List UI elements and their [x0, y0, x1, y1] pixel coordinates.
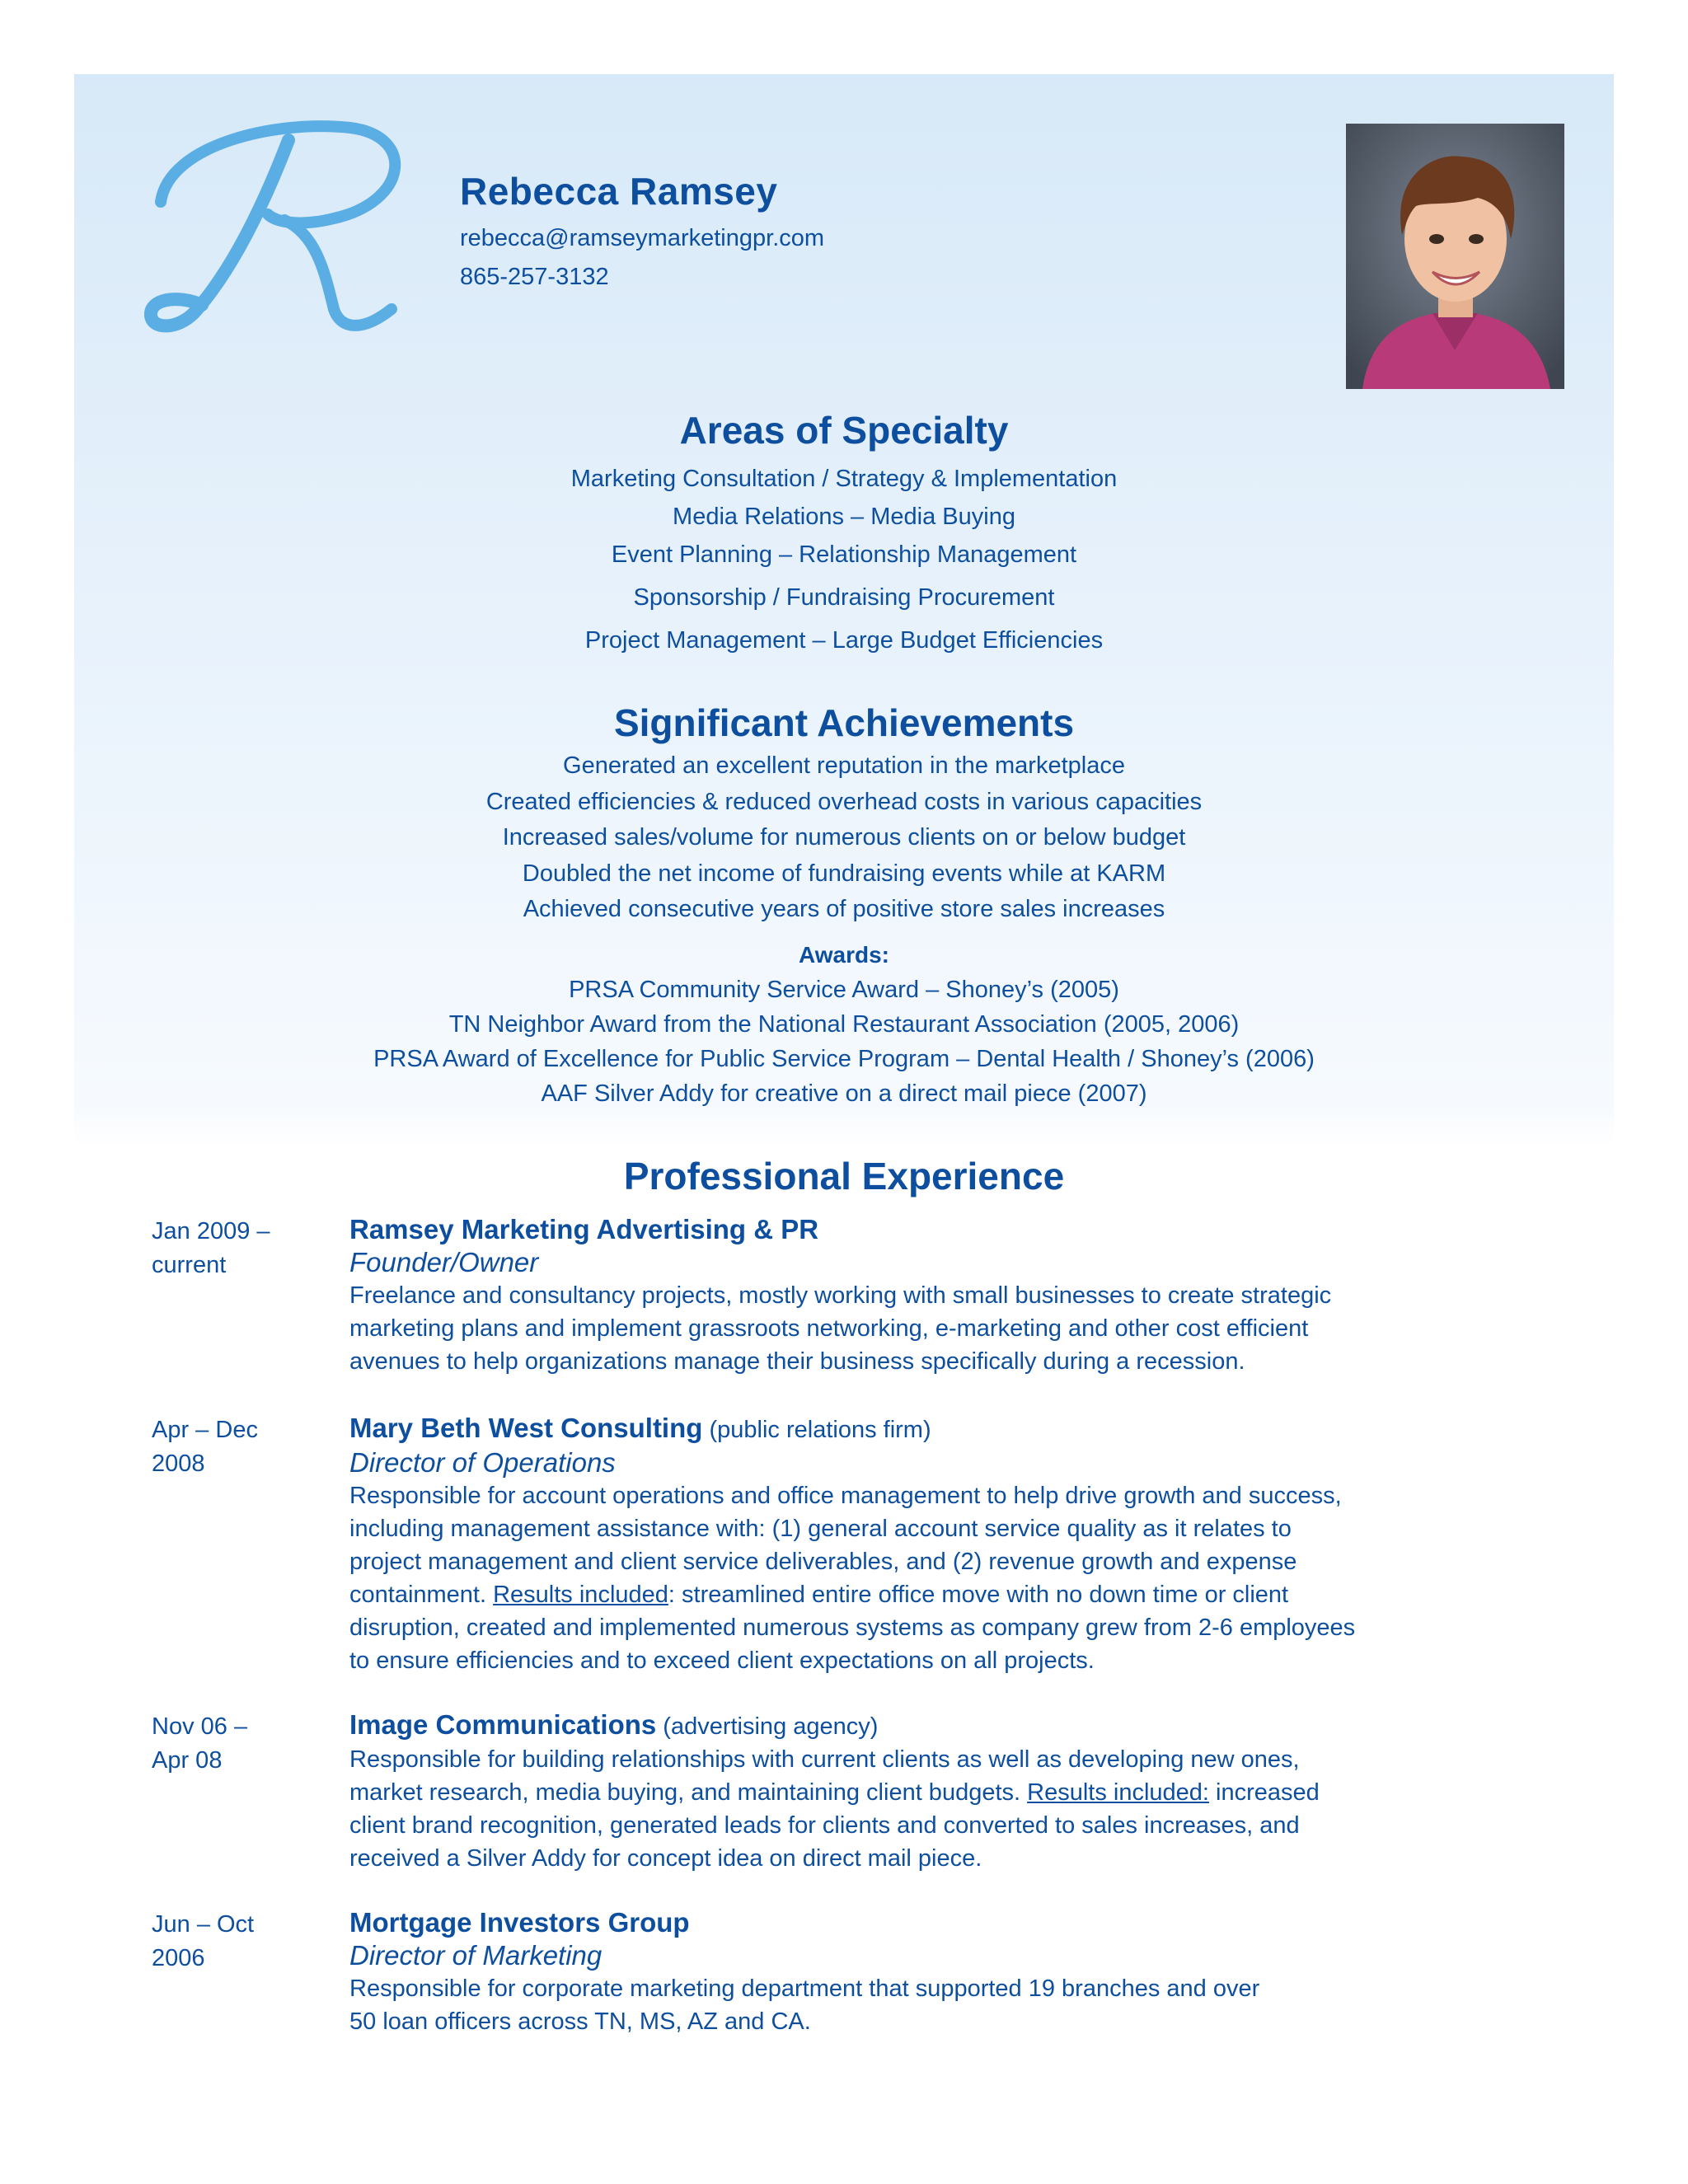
- job-desc-line: marketing plans and implement grassroots networking, e-marketing and other cost efficient: [349, 1315, 1309, 1342]
- award-item: PRSA Award of Excellence for Public Service Program – Dental Health / Shoney’s (2006): [373, 1046, 1315, 1072]
- achievements-title: Significant Achievements: [613, 701, 1075, 744]
- specialty-item: Marketing Consultation / Strategy & Implementation: [570, 466, 1118, 492]
- text-span: market research, media buying, and maintaining client budgets.: [349, 1779, 1028, 1806]
- script-r-monogram: [144, 111, 424, 342]
- job-desc-line: [349, 1578, 1503, 1611]
- achievement-item: Doubled the net income of fundraising events while at KARM: [522, 860, 1166, 887]
- email-text: rebecca@ramseymarketingpr.com: [460, 225, 825, 251]
- job-desc-line: to ensure efficiencies and to exceed client expectations on all projects.: [349, 1647, 1095, 1674]
- job-date-line: Apr 08: [152, 1747, 223, 1774]
- awards-label: Awards:: [799, 942, 889, 968]
- company-line: [349, 1412, 1503, 1446]
- job-date: [152, 1215, 270, 1282]
- job-date: [152, 1710, 247, 1778]
- phone-text: 865-257-3132: [460, 264, 609, 290]
- company-name: Ramsey Marketing Advertising & PR: [349, 1214, 819, 1244]
- specialty-item: Project Management – Large Budget Efficiencies: [584, 627, 1104, 654]
- portrait-photo: [1346, 124, 1564, 389]
- specialty-item: Sponsorship / Fundraising Procurement: [633, 584, 1055, 611]
- experience-title: Professional Experience: [623, 1155, 1065, 1197]
- results-included-label: Results included: [493, 1582, 668, 1608]
- text-span: : streamlined entire office move with no down time or client: [668, 1582, 1289, 1608]
- job-date-line: Nov 06 –: [152, 1713, 248, 1740]
- job-desc-line: [349, 1776, 1503, 1809]
- achievement-item: Created efficiencies & reduced overhead costs in various capacities: [485, 788, 1203, 815]
- job-role: Director of Marketing: [349, 1940, 603, 1971]
- job-date-line: Apr – Dec: [152, 1417, 258, 1443]
- award-item: TN Neighbor Award from the National Restaurant Association (2005, 2006): [448, 1011, 1240, 1038]
- specialty-list: [0, 460, 1688, 659]
- job-desc-line: Responsible for building relationships with current clients as well as developing new ones,: [349, 1746, 1300, 1773]
- company-line: [349, 1708, 1503, 1743]
- job-date-line: Jun – Oct: [152, 1911, 255, 1938]
- job-desc-line: Responsible for corporate marketing department that supported 19 branches and over: [349, 1975, 1260, 2002]
- achievement-item: Increased sales/volume for numerous clients on or below budget: [502, 824, 1186, 851]
- award-item: PRSA Community Service Award – Shoney’s (2005): [569, 977, 1119, 1003]
- company-name: Image Communications: [349, 1709, 657, 1740]
- job-desc-line: disruption, created and implemented numerous systems as company grew from 2-6 employees: [349, 1615, 1356, 1641]
- job-desc-line: client brand recognition, generated leads for clients and converted to sales increases, and: [349, 1812, 1300, 1839]
- job-desc-line: Freelance and consultancy projects, mostly working with small businesses to create strategic: [349, 1282, 1332, 1309]
- specialty-item: Event Planning – Relationship Management: [611, 541, 1077, 568]
- job-date: [152, 1908, 254, 1975]
- job-date-line: Jan 2009 –: [152, 1218, 270, 1244]
- achievement-item: Generated an excellent reputation in the marketplace: [563, 752, 1125, 779]
- job-desc-line: avenues to help organizations manage their business specifically during a recession.: [349, 1348, 1245, 1375]
- specialty-title: Areas of Specialty: [679, 409, 1009, 452]
- company-note: (public relations firm): [702, 1417, 931, 1443]
- job-desc-line: Responsible for account operations and office management to help drive growth and success,: [349, 1483, 1342, 1509]
- job-role: Director of Operations: [349, 1447, 616, 1478]
- specialty-item: Media Relations – Media Buying: [673, 504, 1015, 530]
- job-details: [349, 1906, 1503, 2038]
- job-desc-line: received a Silver Addy for concept idea on direct mail piece.: [349, 1845, 982, 1872]
- job-desc-line: 50 loan officers across TN, MS, AZ and CA.: [349, 2008, 811, 2035]
- job-details: [349, 1412, 1503, 1677]
- header-contact-block: [460, 169, 824, 302]
- job-date-line: 2006: [152, 1945, 205, 1971]
- name-heading: Rebecca Ramsey: [460, 170, 778, 213]
- text-span: increased: [1208, 1779, 1320, 1806]
- award-item: AAF Silver Addy for creative on a direct mail piece (2007): [541, 1080, 1147, 1107]
- job-desc-line: including management assistance with: (1) general account service quality as it relates to: [349, 1516, 1292, 1542]
- results-included-label: Results included:: [1027, 1779, 1209, 1806]
- job-date: [152, 1413, 258, 1481]
- job-details: [349, 1213, 1503, 1378]
- job-date-line: 2008: [152, 1451, 205, 1477]
- job-role: Founder/Owner: [349, 1247, 539, 1277]
- job-date-line: current: [152, 1252, 227, 1278]
- awards-block: [0, 938, 1688, 1111]
- text-span: containment.: [349, 1582, 494, 1608]
- job-desc-line: project management and client service deliverables, and (2) revenue growth and expense: [349, 1549, 1297, 1575]
- company-name: Mortgage Investors Group: [349, 1907, 690, 1938]
- achievements-list: [0, 748, 1688, 928]
- job-details: [349, 1708, 1503, 1875]
- company-name: Mary Beth West Consulting: [349, 1413, 703, 1443]
- achievement-item: Achieved consecutive years of positive store sales increases: [523, 896, 1165, 922]
- company-note: (advertising agency): [656, 1713, 879, 1740]
